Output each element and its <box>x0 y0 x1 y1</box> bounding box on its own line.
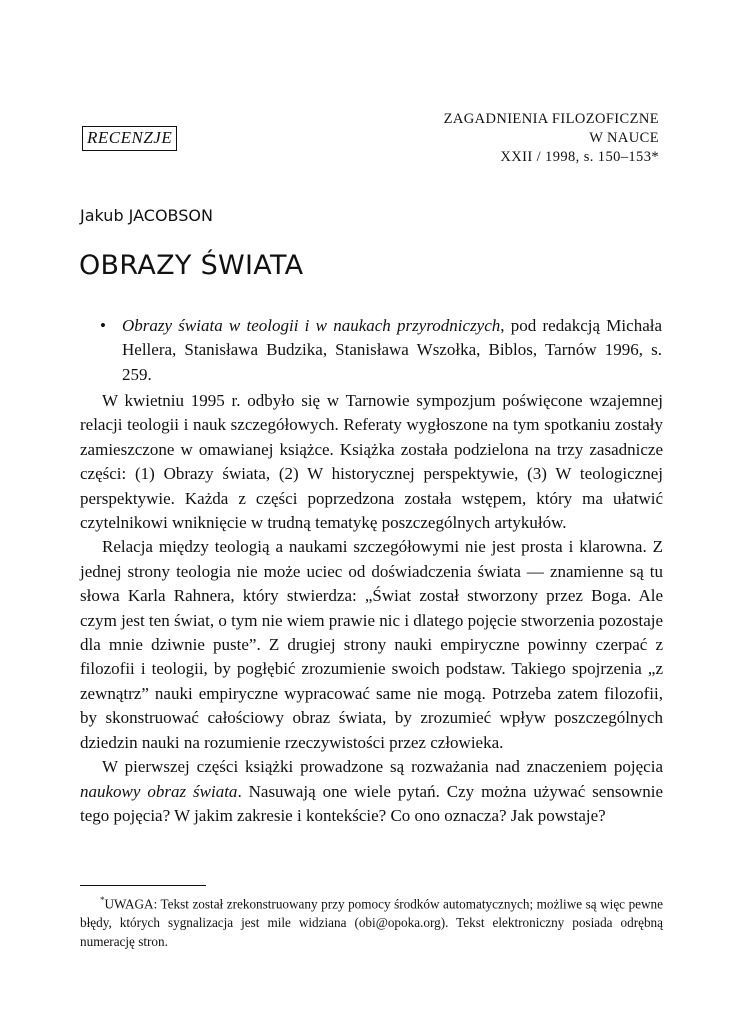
paragraph-3-end: . Nasuwają one wiele pytań. Czy można używać sensownie tego pojęcia? W jakim zakresie i kontekście? Co ono oznacza? Jak powstaje? <box>80 781 664 825</box>
footnote-divider <box>80 885 206 886</box>
book-details: , pod redakcją Michała Hellera, Stanisława Budzika, Stanisława Wszołka, Biblos, Tarnów 1996, s. 259. <box>122 316 663 384</box>
issue-info: XXII / 1998, s. 150–153* <box>500 149 659 165</box>
footnote-text: UWAGA: Tekst został zrekonstruowany przy pomocy środków automatycznych; możliwe są więc pewne błędy, których sygnalizacja jest mile widziana (obi@opoka.org). Tekst elektroniczny posiada odrębną numerację stron. <box>80 896 663 950</box>
footnote <box>80 891 663 951</box>
footnote-text-block <box>80 891 663 951</box>
bullet-icon: • <box>100 316 106 335</box>
section-label: RECENZJE <box>82 126 177 151</box>
journal-header <box>359 110 659 167</box>
footnote-marker: * <box>100 895 105 905</box>
emphasized-term: naukowy obraz świata <box>80 781 238 801</box>
paragraph-3-start: W pierwszej części książki prowadzone są rozważania nad znaczeniem pojęcia <box>102 757 663 777</box>
paragraph-2: Relacja między teologią a naukami szczegółowymi nie jest prosta i klarowna. Z jednej strony teologia nie może uciec od doświadczenia świata — znamienne są tu słowa Karla Rahnera, który stwierdza: „Świat został stworzony przez Boga. Ale czym jest ten świat, o tym nie wiem prawie nic i dlatego pojęcie stworzenia pozostaje dla mnie dziwnie puste”. Z drugiej strony nauki empiryczne powinny czerpać z filozofii i teologii, by pogłębić zrozumienie swoich podstaw. Takiego spojrzenia „z zewnątrz” nauki empiryczne wypracować same nie mogą. Potrzeba zatem filozofii, by skonstruować całościowy obraz świata, by zrozumieć wpływ poszczególnych dziedzin nauki na rozumienie rzeczywistości przez człowieka. <box>80 537 664 752</box>
journal-name: ZAGADNIENIA FILOZOFICZNE <box>443 111 659 127</box>
article-author: Jakub JACOBSON <box>80 206 213 225</box>
bibliography-entry <box>100 314 662 387</box>
review-body <box>80 389 663 828</box>
article-title: OBRAZY ŚWIATA <box>79 250 304 281</box>
book-title: Obrazy świata w teologii i w naukach przyrodniczych <box>122 316 501 335</box>
bibliography-text <box>100 314 662 387</box>
journal-subtitle: W NAUCE <box>589 130 659 146</box>
paragraph-1: W kwietniu 1995 r. odbyło się w Tarnowie sympozjum poświęcone wzajemnej relacji teologii i nauk szczegółowych. Referaty wygłoszone na tym spotkaniu zostały zamieszczone w omawianej książce. Książka została podzielona na trzy zasadnicze części: (1) Obrazy świata, (2) W historycznej perspektywie, (3) W teologicznej perspektywie. Każda z części poprzedzona została wstępem, który ma ułatwić czytelnikowi wniknięcie w trudną tematykę poszczególnych artykułów. <box>80 391 663 533</box>
paragraph-3 <box>80 755 663 828</box>
